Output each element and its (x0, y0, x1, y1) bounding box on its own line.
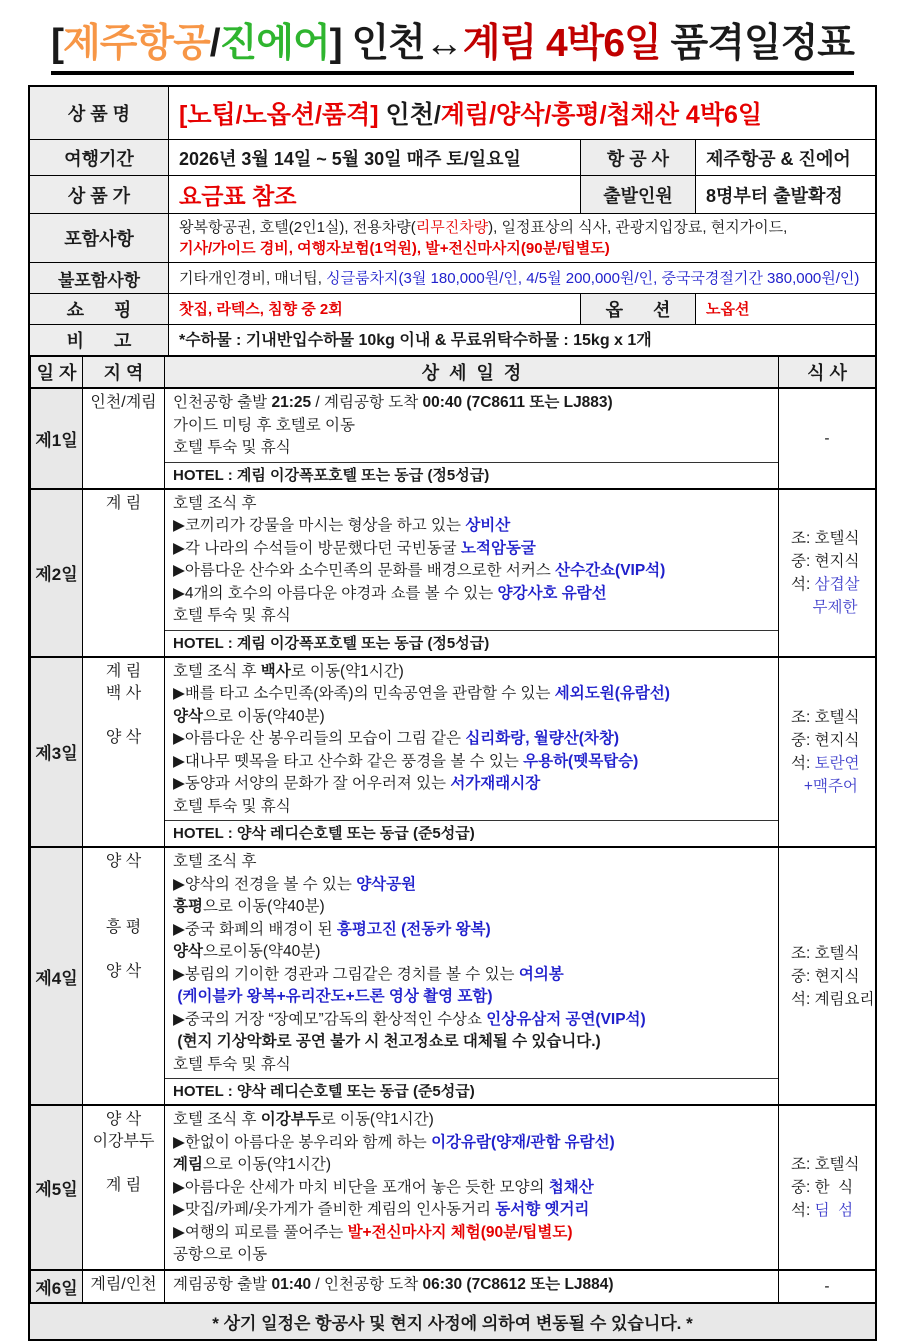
product-row (30, 87, 875, 139)
note-row (30, 324, 875, 355)
hotel-info: HOTEL : 양삭 레디슨호텔 또는 동급 (준5성급) (165, 820, 778, 846)
region-cell: 계 림 (82, 490, 164, 656)
exclude-row (30, 262, 875, 293)
schedule-body (30, 387, 875, 1302)
include-row (30, 213, 875, 262)
meal-cell: - (778, 389, 875, 488)
detail-cell: 호텔 조식 후 이강부두로 이동(약1시간) ▶한없이 아름다운 봉우리와 함께 하는 이강유람(양재/관함 유람선) 계림으로 이동(약1시간) ▶아름다운 산세가 마치 비단을 포개어 놓은 듯한 모양의 첩채산 ▶맛집/카페/옷가게가 즐비한 계림의 인사동거리 동서향 옛거리 ▶여행의 피로를 풀어주는 발+전신마사지 체험(90분/팁별도) 공항으로 이동 (164, 1106, 778, 1269)
detail-cell: 호텔 조식 후 ▶코끼리가 강물을 마시는 형상을 하고 있는 상비산 ▶각 나라의 수석들이 방문했다던 국빈동굴 노적암동굴 ▶아름다운 산수와 소수민족의 문화를 배경으로한 서커스 산수간쇼(VIP석) ▶4개의 호수의 아름다운 야경과 쇼를 볼 수 있는 양강사호 유람선 호텔 투숙 및 휴식 HOTEL : 계림 이강폭포호텔 또는 동급 (정5성급) (164, 490, 778, 656)
day-row (30, 387, 875, 488)
region-cell: 계림/인천 (82, 1271, 164, 1302)
header-day: 일 자 (30, 357, 82, 387)
day-row (30, 656, 875, 847)
price-value: 요금표 참조 (168, 176, 580, 213)
price-row (30, 175, 875, 213)
day-row (30, 488, 875, 656)
day-row (30, 846, 875, 1104)
day-label: 제5일 (30, 1106, 82, 1269)
meal-cell: 조: 호텔식 중: 한 식 석: 딤 섬 (778, 1106, 875, 1269)
price-label: 상 품 가 (30, 176, 168, 213)
option-value: 노옵션 (695, 294, 875, 324)
region-cell: 계 림 백 사 양 삭 (82, 658, 164, 847)
detail-cell: 계림공항 출발 01:40 / 인천공항 도착 06:30 (7C8612 또는 LJ884) (164, 1271, 778, 1302)
header-region: 지 역 (82, 357, 164, 387)
day-label: 제1일 (30, 389, 82, 488)
hotel-info: HOTEL : 계림 이강폭포호텔 또는 동급 (정5성급) (165, 462, 778, 488)
exclude-label: 불포함사항 (30, 263, 168, 293)
meal-cell: 조: 호텔식 중: 현지식 석: 계림요리 (778, 848, 875, 1104)
day-row (30, 1104, 875, 1269)
exclude-value: 기타개인경비, 매너팁, 싱글룸차지(3월 180,000원/인, 4/5월 200,000원/인, 중국국경절기간 380,000원/인) (168, 263, 875, 293)
note-value: *수하물 : 기내반입수하물 10kg 이내 & 무료위탁수하물 : 15kg x 1개 (168, 325, 875, 355)
schedule-footer: * 상기 일정은 항공사 및 현지 사정에 의하여 변동될 수 있습니다. * (30, 1302, 875, 1339)
shopping-label: 쇼 핑 (30, 294, 168, 324)
day-label: 제2일 (30, 490, 82, 656)
region-cell: 인천/계림 (82, 389, 164, 488)
depart-value: 8명부터 출발확정 (695, 176, 875, 213)
meal-cell: 조: 호텔식 중: 현지식 석: 토란연 +맥주어 (778, 658, 875, 847)
region-cell: 양 삭 흥 평 양 삭 (82, 848, 164, 1104)
period-row (30, 139, 875, 175)
depart-label: 출발인원 (580, 176, 695, 213)
header-detail: 상 세 일 정 (164, 357, 778, 387)
hotel-info: HOTEL : 계림 이강폭포호텔 또는 동급 (정5성급) (165, 630, 778, 656)
shopping-value: 찻집, 라텍스, 침향 중 2회 (168, 294, 580, 324)
day-label: 제6일 (30, 1271, 82, 1302)
detail-cell: 인천공항 출발 21:25 / 계림공항 도착 00:40 (7C8611 또는 LJ883) 가이드 미팅 후 호텔로 이동 호텔 투숙 및 휴식 HOTEL : 계림 이강폭포호텔 또는 동급 (정5성급) (164, 389, 778, 488)
airline-value: 제주항공 & 진에어 (695, 140, 875, 175)
airline-label: 항 공 사 (580, 140, 695, 175)
page-title: [제주항공/진에어] 인천↔계림 4박6일 품격일정표 (0, 12, 905, 75)
day-row (30, 1269, 875, 1302)
period-label: 여행기간 (30, 140, 168, 175)
header-meal: 식 사 (778, 357, 875, 387)
hotel-info: HOTEL : 양삭 레디슨호텔 또는 동급 (준5성급) (165, 1078, 778, 1104)
meal-cell: 조: 호텔식 중: 현지식 석: 삼겹살 무제한 (778, 490, 875, 656)
product-value: [노팁/노옵션/품격] 인천/계림/양삭/흥평/첩채산 4박6일 (168, 87, 875, 139)
region-cell: 양 삭 이강부두 계 림 (82, 1106, 164, 1269)
itinerary-table (28, 85, 877, 1341)
detail-cell: 호텔 조식 후 백사로 이동(약1시간) ▶배를 타고 소수민족(와족)의 민속공연을 관람할 수 있는 세외도원(유람선) 양삭으로 이동(약40분) ▶아름다운 산 봉우리들의 모습이 그림 같은 십리화랑, 월량산(차창) ▶대나무 뗏목을 타고 산수화 같은 풍경을 볼 수 있는 우용하(뗏목탑승) ▶동양과 서양의 문화가 잘 어우러져 있는 서가재래시장 호텔 투숙 및 휴식 HOTEL : 양삭 레디슨호텔 또는 동급 (준5성급) (164, 658, 778, 847)
shopping-row (30, 293, 875, 324)
day-label: 제4일 (30, 848, 82, 1104)
include-label: 포함사항 (30, 214, 168, 262)
meal-cell: - (778, 1271, 875, 1302)
note-label: 비 고 (30, 325, 168, 355)
include-value: 왕복항공권, 호텔(2인1실), 전용차량(리무진차량), 일정표상의 식사, 관광지입장료, 현지가이드, 기사/가이드 경비, 여행자보험(1억원), 발+전신마사지(90분/팁별도) (168, 214, 875, 262)
schedule-header (30, 355, 875, 387)
product-label: 상 품 명 (30, 87, 168, 139)
period-value: 2026년 3월 14일 ~ 5월 30일 매주 토/일요일 (168, 140, 580, 175)
option-label: 옵 션 (580, 294, 695, 324)
detail-cell: 호텔 조식 후 ▶양삭의 전경을 볼 수 있는 양삭공원 흥평으로 이동(약40분) ▶중국 화폐의 배경이 된 흥평고진 (전동카 왕복) 양삭으로이동(약40분) ▶봉림의 기이한 경관과 그림같은 경치를 볼 수 있는 여의봉 (케이블카 왕복+유리잔도+드론 영상 촬영 포함) ▶중국의 거장 “장예모”감독의 환상적인 수상쇼 인상유삼저 공연(VIP석) (현지 기상악화로 공연 불가 시 천고정쇼로 대체될 수 있습니다.) 호텔 투숙 및 휴식 HOTEL : 양삭 레디슨호텔 또는 동급 (준5성급) (164, 848, 778, 1104)
day-label: 제3일 (30, 658, 82, 847)
